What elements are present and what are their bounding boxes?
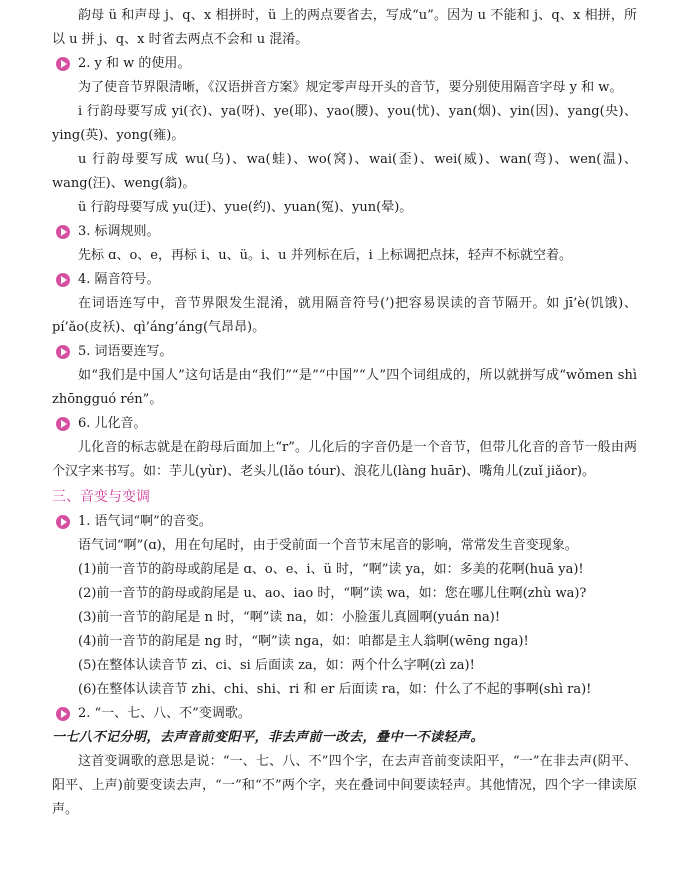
paragraph-connect: 如“我们是中国人”这句话是由“我们”“是”“中国”“人”四个词组成的，所以就拼写成“wǒmen shì zhōngguó rén”。 <box>52 368 637 407</box>
paragraph-i-row: i 行韵母要写成 yi(衣)、ya(呀)、ye(耶)、yao(腰)、you(忧)、yan(烟)、yin(因)、yang(央)、ying(英)、yong(雍)。 <box>52 104 637 143</box>
play-bullet-icon <box>56 707 70 721</box>
play-bullet-icon <box>56 57 70 71</box>
paragraph-y-w-rule: 为了使音节界限清晰，《汉语拼音方案》规定零声母开头的音节，要分别使用隔音字母 y 和 w。 <box>78 80 623 95</box>
rule-item: (5)在整体认读音节 zi、ci、si 后面读 za，如：两个什么字啊(zì za)! <box>78 658 475 673</box>
play-bullet-icon <box>56 345 70 359</box>
item-heading-erhua: 6. 儿化音。 <box>52 412 637 436</box>
rule-item: (4)前一音节的韵尾是 ng 时，“啊”读 nga，如：咱都是主人翁啊(wēng nga)! <box>78 634 529 649</box>
paragraph-erhua: 儿化音的标志就是在韵母后面加上“r”。儿化后的字音仍是一个音节，但带儿化音的音节一般由两个汉字来书写。如：芋儿(yùr)、老头儿(lǎo tóur)、浪花儿(làng huār)、嘴角儿(zuǐ jiǎor)。 <box>52 440 637 479</box>
rule-item: (1)前一音节的韵母或韵尾是 ɑ、o、e、i、ü 时，“啊”读 ya，如：多美的花啊(huā ya)! <box>78 562 584 577</box>
paragraph-u-rule: 韵母 ü 和声母 j、q、x 相拼时，ü 上的两点要省去，写成“u”。因为 u 不能和 j、q、x 相拼，所以 u 拼 j、q、x 时省去两点不会和 u 混淆。 <box>52 8 637 47</box>
item-heading-tone-song: 2. “一、七、八、不”变调歌。 <box>52 702 637 726</box>
play-bullet-icon <box>56 515 70 529</box>
item-heading-tone: 3. 标调规则。 <box>52 220 637 244</box>
item-heading-separator: 4. 隔音符号。 <box>52 268 637 292</box>
paragraph-v-row: ü 行韵母要写成 yu(迂)、yue(约)、yuan(冤)、yun(晕)。 <box>78 200 413 215</box>
rule-item: (2)前一音节的韵母或韵尾是 u、ao、iao 时，“啊”读 wa，如：您在哪儿住啊(zhù wa)? <box>78 586 587 601</box>
paragraph-separator: 在词语连写中，音节界限发生混淆，就用隔音符号(’)把容易误读的音节隔开。如 jī’è(饥饿)、pí’ǎo(皮袄)、qì’áng’áng(气昂昂)。 <box>52 296 637 335</box>
paragraph-u-row: u 行韵母要写成 wu(乌)、wa(蛙)、wo(窝)、wai(歪)、wei(威)、wan(弯)、wen(温)、wang(汪)、weng(翁)。 <box>52 152 637 191</box>
section-title: 三、音变与变调 <box>52 489 150 505</box>
play-bullet-icon <box>56 273 70 287</box>
rule-item: (6)在整体认读音节 zhi、chi、shi、ri 和 er 后面读 ra，如：什么了不起的事啊(shì ra)! <box>78 682 592 697</box>
paragraph-a-change: 语气词“啊”(ɑ)，用在句尾时，由于受前面一个音节末尾音的影响，常常发生音变现象。 <box>78 538 578 553</box>
rule-item: (3)前一音节的韵尾是 n 时，“啊”读 na，如：小脸蛋儿真圆啊(yuán na)! <box>78 610 501 625</box>
play-bullet-icon <box>56 417 70 431</box>
item-heading-a-change: 1. 语气词“啊”的音变。 <box>52 510 637 534</box>
paragraph-tone-song: 这首变调歌的意思是说：“一、七、八、不”四个字，在去声音前变读阳平，“一”在非去声(阴平、阳平、上声)前要变读去声，“一”和“不”两个字，夹在叠词中间要读轻声。其他情况，四个字一律读原声。 <box>52 754 637 817</box>
item-heading-y-w: 2. y 和 w 的使用。 <box>52 52 637 76</box>
paragraph-tone-rule: 先标 ɑ、o、e，再标 i、u、ü。i、u 并列标在后，i 上标调把点抹，轻声不标就空着。 <box>78 248 572 263</box>
item-heading-connect: 5. 词语要连写。 <box>52 340 637 364</box>
tone-song: 一七八不记分明，去声音前变阳平，非去声前一改去，叠中一不读轻声。 <box>52 730 485 745</box>
play-bullet-icon <box>56 225 70 239</box>
